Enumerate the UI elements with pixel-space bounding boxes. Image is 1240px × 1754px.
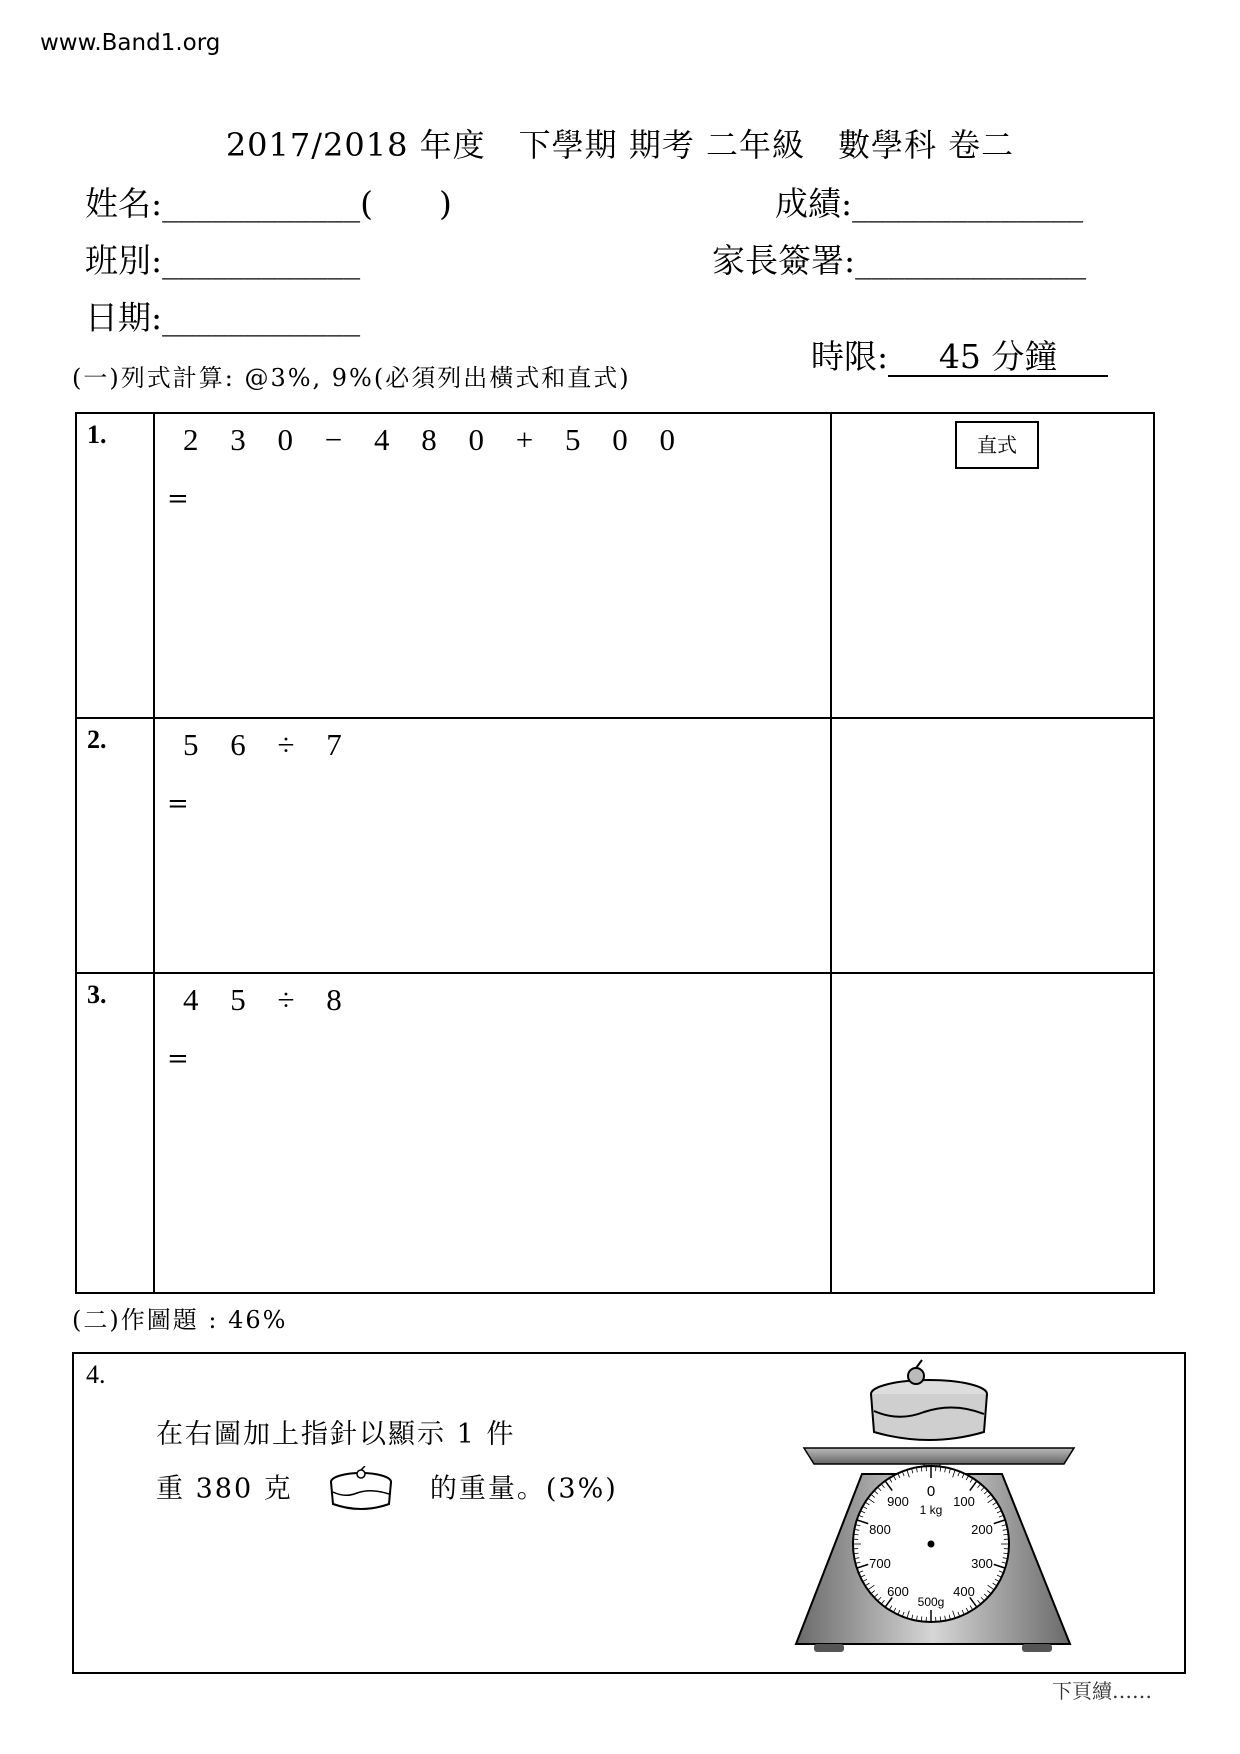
dial-label-zero: 0	[926, 1483, 936, 1500]
score-field: 成績:______________	[775, 184, 1084, 223]
time-limit-field	[790, 292, 1108, 378]
dial-label-900: 900	[887, 1494, 909, 1509]
continue-next-page: 下頁續……	[1052, 1679, 1152, 1703]
vertical-label-box: 直式	[955, 421, 1039, 469]
dial-label-600: 600	[887, 1584, 909, 1599]
question-4-line-2	[156, 1466, 618, 1514]
dial-label-half: 500g	[917, 1595, 945, 1609]
dial-label-200: 200	[971, 1522, 993, 1537]
kitchen-scale[interactable]	[784, 1356, 1174, 1668]
site-url: www.Band1.org	[40, 30, 221, 56]
cake-on-scale	[871, 1360, 987, 1440]
horizontal-work-area[interactable]	[154, 718, 831, 973]
vertical-work-area[interactable]	[831, 413, 1154, 718]
question-row	[76, 718, 1154, 973]
dial-center	[928, 1541, 935, 1548]
name-field: 姓名:____________( )	[85, 184, 452, 223]
question-4-line-1: 在右圖加上指針以顯示 1 件	[156, 1419, 516, 1450]
dial-label-400: 400	[953, 1584, 975, 1599]
equals-sign: =	[167, 484, 189, 514]
dial-label-800: 800	[869, 1522, 891, 1537]
scale-pan	[804, 1448, 1074, 1464]
question-row	[76, 973, 1154, 1293]
question-number: 2.	[76, 718, 154, 973]
dial-label-unit: 1 kg	[919, 1503, 943, 1517]
expression: 5 6 ÷ 7	[183, 727, 354, 762]
class-field: 班別:____________	[85, 241, 361, 280]
exam-title: 2017/2018 年度 下學期 期考 二年級 數學科 卷二	[225, 126, 1015, 164]
vertical-work-area[interactable]	[831, 973, 1154, 1293]
question-number: 1.	[76, 413, 154, 718]
section-1-heading: (一)列式計算: @3%, 9%(必須列出橫式和直式)	[72, 364, 631, 392]
question-number: 3.	[76, 973, 154, 1293]
section-2-heading: (二)作圖題 : 46%	[72, 1306, 288, 1334]
horizontal-work-area[interactable]	[154, 973, 831, 1293]
equals-sign: =	[167, 1044, 189, 1074]
dial-label-300: 300	[971, 1556, 993, 1571]
equals-sign: =	[167, 789, 189, 819]
expression: 4 5 ÷ 8	[183, 982, 354, 1017]
cake-icon	[321, 1466, 401, 1514]
time-limit-value: 45 分鐘	[888, 339, 1108, 377]
question-row	[76, 413, 1154, 718]
calculation-table	[75, 412, 1155, 1294]
question-4-box	[72, 1352, 1186, 1674]
expression: 2 3 0 − 4 8 0 + 5 0 0	[183, 422, 687, 457]
date-field: 日期:____________	[85, 298, 361, 337]
horizontal-work-area[interactable]	[154, 413, 831, 718]
dial-label-700: 700	[869, 1556, 891, 1571]
question-number: 4.	[86, 1360, 106, 1389]
dial-label-100: 100	[953, 1494, 975, 1509]
weight-text: 重 380 克	[156, 1473, 293, 1505]
time-limit-label: 時限:	[810, 337, 889, 376]
weight-text-end: 的重量。(3%)	[429, 1473, 618, 1505]
parent-signature-field: 家長簽署:______________	[712, 241, 1087, 280]
vertical-work-area[interactable]	[831, 718, 1154, 973]
